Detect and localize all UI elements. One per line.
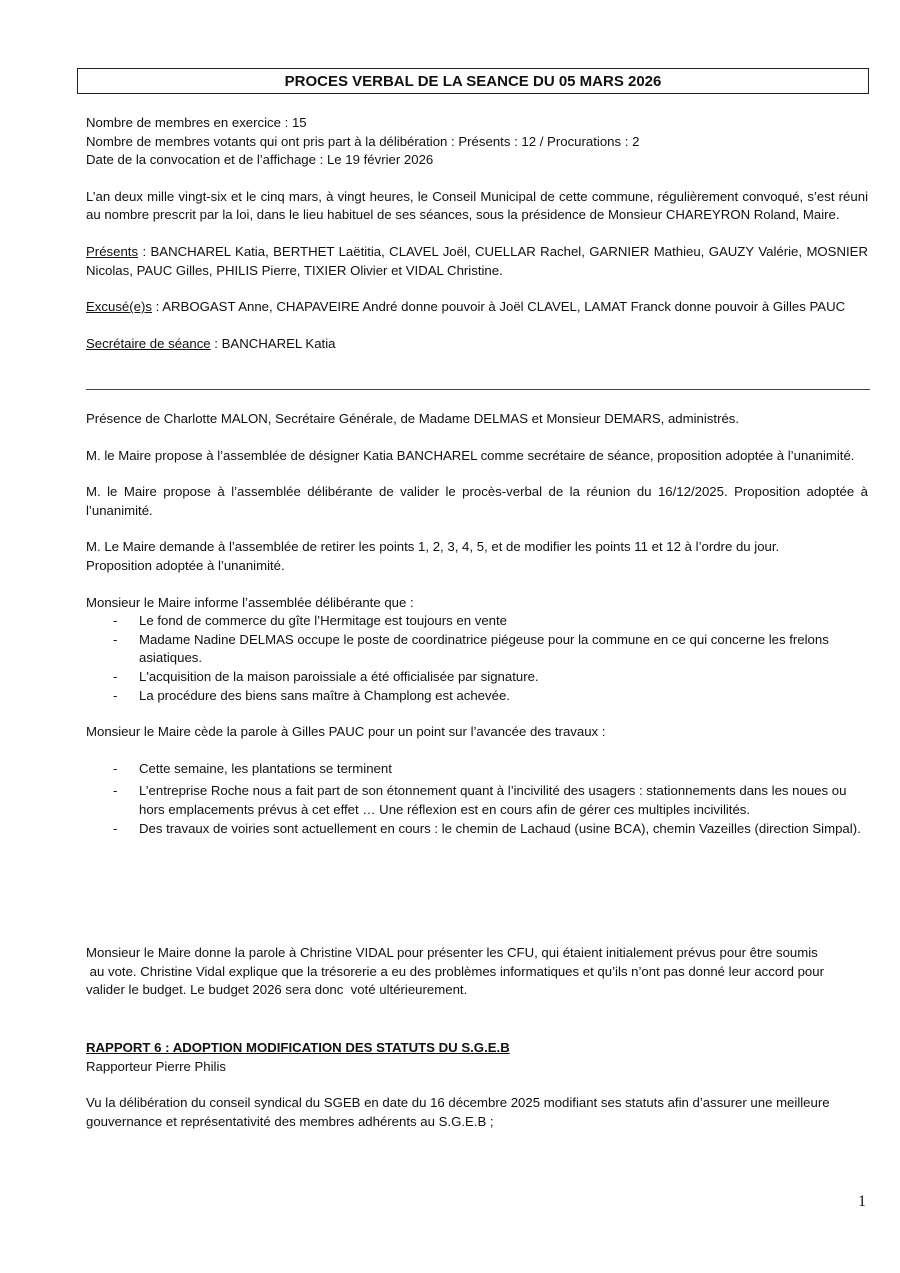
- cfu-line: valider le budget. Le budget 2026 sera donc voté ultérieurement.: [86, 982, 468, 998]
- document-body-3: [86, 944, 868, 1000]
- secretaire-proposal: M. le Maire propose à l’assemblée de désigner Katia BANCHAREL comme secrétaire de séance, proposition adoptée à l’unanimité.: [86, 447, 855, 463]
- informe-paragraph: Monsieur le Maire informe l’assemblée délibérante que :: [86, 594, 414, 610]
- page-number: 1: [858, 1193, 866, 1210]
- list-item: - La procédure des biens sans maître à Champlong est achevée.: [86, 687, 868, 706]
- secretaire-label: Secrétaire de séance: [86, 335, 211, 351]
- travaux-list: [86, 760, 868, 838]
- intro-paragraph: L’an deux mille vingt-six et le cinq mars, à vingt heures, le Conseil Municipal de cette commune, régulièrement convoqué, s’est réuni au nombre prescrit par la loi, dans le lieu habituel de ses séances, sous la présidence de Monsieur CHAREYRON Roland, Maire.: [86, 188, 868, 223]
- list-item: - Cette semaine, les plantations se terminent: [86, 760, 868, 779]
- list-item: - Madame Nadine DELMAS occupe le poste de coordinatrice piégeuse pour la commune en ce qui concerne les frelons asiatiques.: [86, 631, 868, 668]
- informe-list: [86, 612, 868, 705]
- section-divider: [86, 389, 870, 390]
- presents-text: : BANCHAREL Katia, BERTHET Laëtitia, CLAVEL Joël, CUELLAR Rachel, GARNIER Mathieu, GAUZY Valérie, MOSNIER Nicolas, PAUC Gilles, PHILIS Pierre, TIXIER Olivier et VIDAL Christine.: [86, 243, 868, 278]
- excuses-paragraph: [86, 298, 868, 317]
- parole-pauc-paragraph: Monsieur le Maire cède la parole à Gilles PAUC pour un point sur l’avancée des travaux :: [86, 724, 606, 740]
- page-title: PROCES VERBAL DE LA SEANCE DU 05 MARS 2026: [77, 68, 869, 94]
- excuses-text: : ARBOGAST Anne, CHAPAVEIRE André donne pouvoir à Joël CLAVEL, LAMAT Franck donne pouvoir à Gilles PAUC: [151, 299, 846, 315]
- secretaire-paragraph: [86, 335, 868, 354]
- rapport-section: [86, 1039, 868, 1131]
- list-item: - Des travaux de voiries sont actuellement en cours : le chemin de Lachaud (usine BCA), chemin Vazeilles (direction Simpal).: [86, 820, 868, 839]
- cfu-line: au vote. Christine Vidal explique que la trésorerie a eu des problèmes informatiques et qu’ils n’ont pas donné leur accord pour: [86, 963, 824, 979]
- list-item: - L’entreprise Roche nous a fait part de son étonnement quant à l’incivilité des usagers : stationnements dans les noues ou hors emplacements prévus à cet effet … Une réflexion est en cours afin de gérer ces multiples incivilités.: [86, 782, 868, 819]
- presents-label: Présents: [86, 243, 139, 259]
- document-body: [86, 114, 868, 353]
- list-item: - L'acquisition de la maison paroissiale a été officialisée par signature.: [86, 668, 868, 687]
- header-line: Nombre de membres votants qui ont pris part à la délibération : Présents : 12 / Procurations : 2: [86, 133, 640, 149]
- document-body-2: [86, 410, 868, 838]
- ordre-line: Proposition adoptée à l’unanimité.: [86, 557, 285, 573]
- rapporteur: Rapporteur Pierre Philis: [86, 1058, 226, 1074]
- excuses-label: Excusé(e)s: [86, 299, 152, 315]
- rapport-text: Vu la délibération du conseil syndical du SGEB en date du 16 décembre 2025 modifiant ses statuts afin d’assurer une meilleure gouvernance et représentativité des membres adhérents au S.G.E.B ;: [86, 1095, 830, 1129]
- header-line: Date de la convocation et de l’affichage : Le 19 février 2026: [86, 152, 434, 168]
- header-line: Nombre de membres en exercice : 15: [86, 115, 307, 130]
- rapport-heading: RAPPORT 6 : ADOPTION MODIFICATION DES STATUTS DU S.G.E.B: [86, 1040, 510, 1055]
- presents-paragraph: [86, 243, 868, 280]
- pv-proposal: M. le Maire propose à l’assemblée délibérante de valider le procès-verbal de la réunion du 16/12/2025. Proposition adoptée à l’unanimité.: [86, 484, 868, 518]
- secretaire-text: : BANCHAREL Katia: [210, 335, 336, 351]
- list-item: - Le fond de commerce du gîte l’Hermitage est toujours en vente: [86, 612, 868, 631]
- presence-paragraph: Présence de Charlotte MALON, Secrétaire Générale, de Madame DELMAS et Monsieur DEMARS, administrés.: [86, 411, 740, 426]
- ordre-line: M. Le Maire demande à l’assemblée de retirer les points 1, 2, 3, 4, 5, et de modifier les points 11 et 12 à l’ordre du jour.: [86, 539, 780, 555]
- cfu-line: Monsieur le Maire donne la parole à Christine VIDAL pour présenter les CFU, qui étaient initialement prévus pour être soumis: [86, 945, 818, 960]
